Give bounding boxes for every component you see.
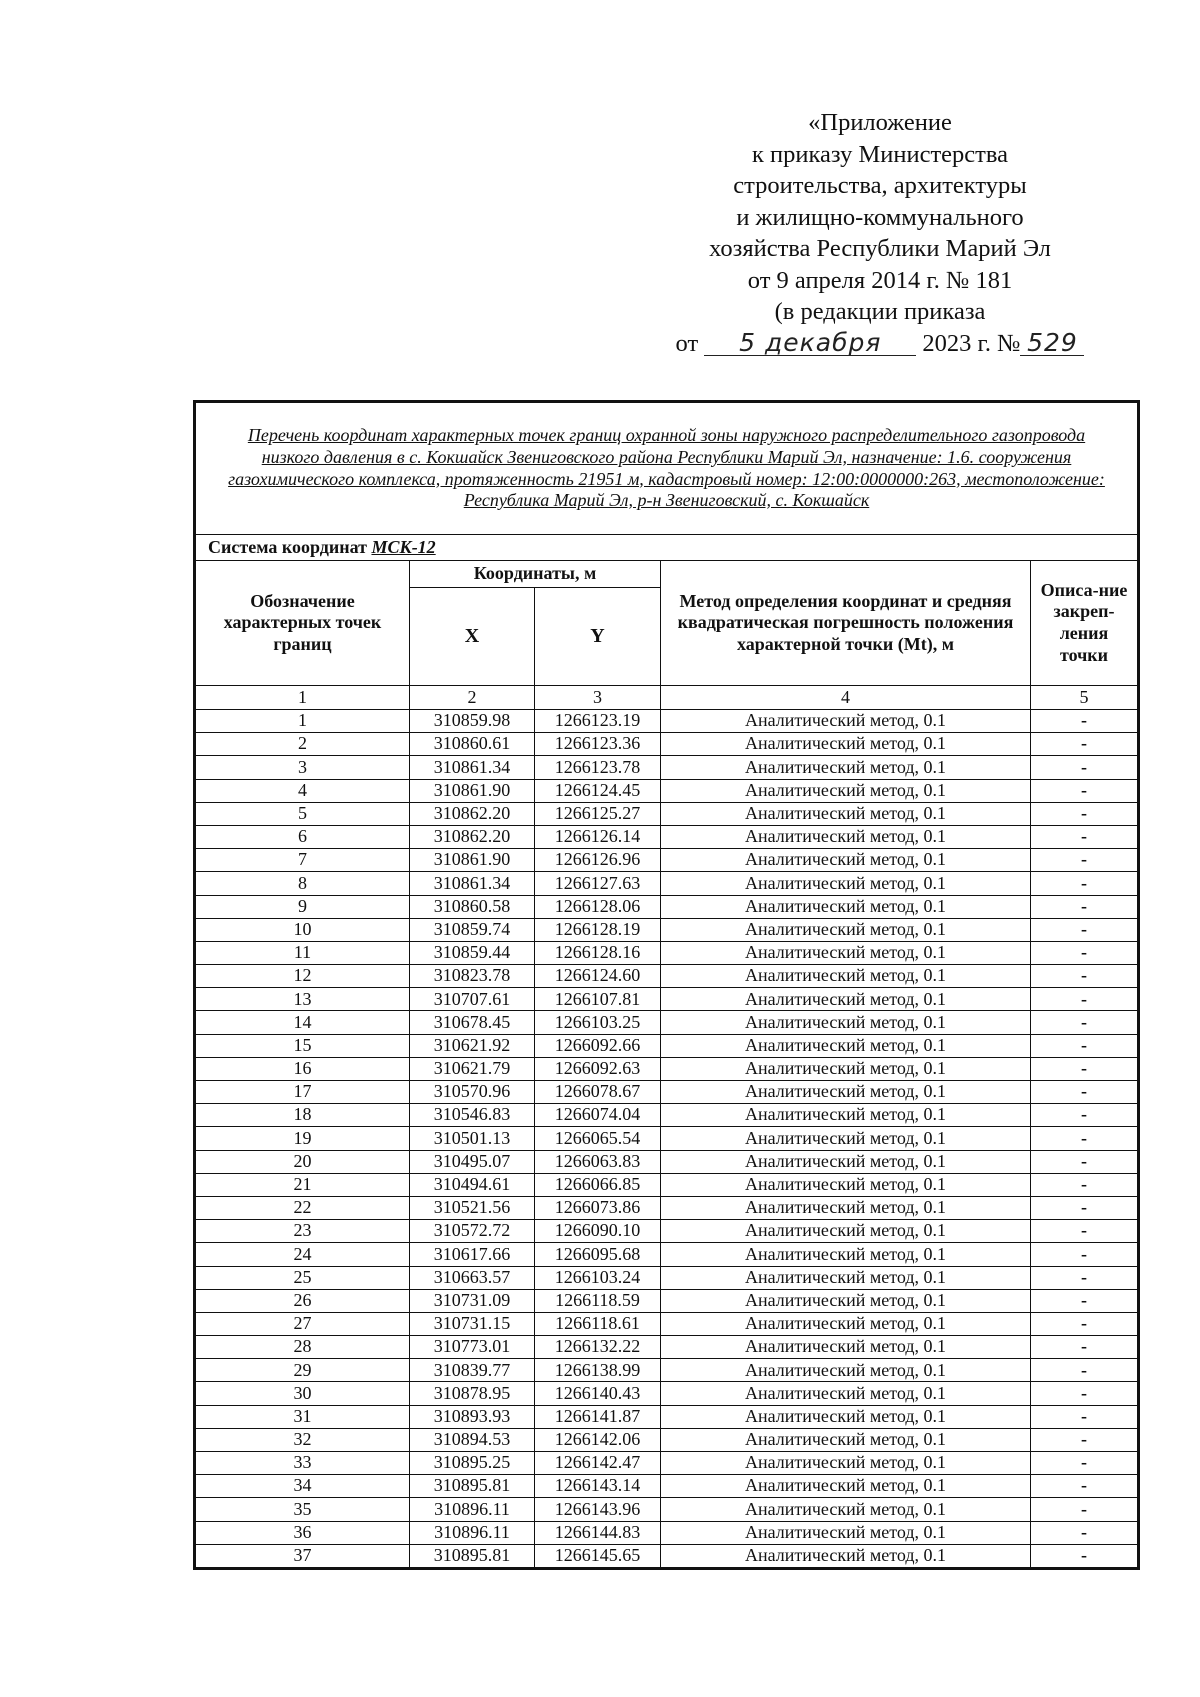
x-coordinate: 310896.11 xyxy=(410,1521,535,1544)
description-cell: - xyxy=(1031,1521,1139,1544)
header-line: (в редакции приказа xyxy=(774,298,986,325)
method-cell: Аналитический метод, 0.1 xyxy=(661,988,1031,1011)
x-coordinate: 310859.98 xyxy=(410,710,535,733)
table-row xyxy=(195,1544,1139,1568)
method-cell: Аналитический метод, 0.1 xyxy=(661,1173,1031,1196)
column-number: 4 xyxy=(661,686,1031,710)
point-number: 18 xyxy=(195,1104,410,1127)
x-coordinate: 310859.74 xyxy=(410,918,535,941)
y-coordinate: 1266123.36 xyxy=(535,733,661,756)
table-row xyxy=(195,1104,1139,1127)
table-row xyxy=(195,1196,1139,1219)
x-coordinate: 310896.11 xyxy=(410,1498,535,1521)
description-cell: - xyxy=(1031,1428,1139,1451)
table-row xyxy=(195,1428,1139,1451)
table-row xyxy=(195,1220,1139,1243)
description-cell: - xyxy=(1031,733,1139,756)
header-line: «Приложение xyxy=(808,109,952,136)
table-row xyxy=(195,1150,1139,1173)
coordinate-system xyxy=(195,535,1139,561)
table-row xyxy=(195,941,1139,964)
method-cell: Аналитический метод, 0.1 xyxy=(661,1289,1031,1312)
point-number: 35 xyxy=(195,1498,410,1521)
point-number: 22 xyxy=(195,1196,410,1219)
table-row xyxy=(195,1081,1139,1104)
x-coordinate: 310495.07 xyxy=(410,1150,535,1173)
y-coordinate: 1266128.16 xyxy=(535,941,661,964)
x-coordinate: 310731.15 xyxy=(410,1312,535,1335)
y-coordinate: 1266128.19 xyxy=(535,918,661,941)
description-cell: - xyxy=(1031,825,1139,848)
point-number: 20 xyxy=(195,1150,410,1173)
point-number: 11 xyxy=(195,941,410,964)
x-coordinate: 310861.34 xyxy=(410,756,535,779)
method-cell: Аналитический метод, 0.1 xyxy=(661,1359,1031,1382)
table-row xyxy=(195,872,1139,895)
y-coordinate: 1266144.83 xyxy=(535,1521,661,1544)
x-coordinate: 310617.66 xyxy=(410,1243,535,1266)
point-number: 37 xyxy=(195,1544,410,1568)
point-number: 25 xyxy=(195,1266,410,1289)
point-number: 31 xyxy=(195,1405,410,1428)
y-coordinate: 1266128.06 xyxy=(535,895,661,918)
description-cell: - xyxy=(1031,1452,1139,1475)
column-number: 1 xyxy=(195,686,410,710)
method-cell: Аналитический метод, 0.1 xyxy=(661,802,1031,825)
header-x: X xyxy=(410,588,535,686)
header-line: к приказу Министерства xyxy=(752,140,1008,168)
x-coordinate: 310572.72 xyxy=(410,1220,535,1243)
method-cell: Аналитический метод, 0.1 xyxy=(661,965,1031,988)
y-coordinate: 1266107.81 xyxy=(535,988,661,1011)
method-cell: Аналитический метод, 0.1 xyxy=(661,710,1031,733)
method-cell: Аналитический метод, 0.1 xyxy=(661,1196,1031,1219)
method-cell: Аналитический метод, 0.1 xyxy=(661,1336,1031,1359)
description-cell: - xyxy=(1031,895,1139,918)
method-cell: Аналитический метод, 0.1 xyxy=(661,1034,1031,1057)
method-cell: Аналитический метод, 0.1 xyxy=(661,1498,1031,1521)
table-row xyxy=(195,1452,1139,1475)
method-cell: Аналитический метод, 0.1 xyxy=(661,1081,1031,1104)
method-cell: Аналитический метод, 0.1 xyxy=(661,1521,1031,1544)
appendix-header xyxy=(640,107,1120,359)
method-cell: Аналитический метод, 0.1 xyxy=(661,941,1031,964)
table-row xyxy=(195,779,1139,802)
point-number: 30 xyxy=(195,1382,410,1405)
method-cell: Аналитический метод, 0.1 xyxy=(661,1104,1031,1127)
table-row xyxy=(195,1498,1139,1521)
description-cell: - xyxy=(1031,965,1139,988)
description-cell: - xyxy=(1031,1382,1139,1405)
point-number: 21 xyxy=(195,1173,410,1196)
table-row xyxy=(195,1243,1139,1266)
x-coordinate: 310521.56 xyxy=(410,1196,535,1219)
x-coordinate: 310862.20 xyxy=(410,825,535,848)
x-coordinate: 310859.44 xyxy=(410,941,535,964)
y-coordinate: 1266092.66 xyxy=(535,1034,661,1057)
x-coordinate: 310860.58 xyxy=(410,895,535,918)
x-coordinate: 310894.53 xyxy=(410,1428,535,1451)
header-designation: Обозначение характерных точек границ xyxy=(195,561,410,686)
y-coordinate: 1266143.14 xyxy=(535,1475,661,1498)
x-coordinate: 310494.61 xyxy=(410,1173,535,1196)
x-coordinate: 310707.61 xyxy=(410,988,535,1011)
description-cell: - xyxy=(1031,1127,1139,1150)
point-number: 9 xyxy=(195,895,410,918)
y-coordinate: 1266066.85 xyxy=(535,1173,661,1196)
table-row xyxy=(195,965,1139,988)
x-coordinate: 310895.81 xyxy=(410,1544,535,1568)
table-body xyxy=(195,710,1139,1569)
y-coordinate: 1266142.06 xyxy=(535,1428,661,1451)
method-cell: Аналитический метод, 0.1 xyxy=(661,1475,1031,1498)
method-cell: Аналитический метод, 0.1 xyxy=(661,1312,1031,1335)
y-coordinate: 1266126.14 xyxy=(535,825,661,848)
description-cell: - xyxy=(1031,1150,1139,1173)
description-cell: - xyxy=(1031,1359,1139,1382)
table-row xyxy=(195,1173,1139,1196)
point-number: 1 xyxy=(195,710,410,733)
description-cell: - xyxy=(1031,802,1139,825)
method-cell: Аналитический метод, 0.1 xyxy=(661,1011,1031,1034)
method-cell: Аналитический метод, 0.1 xyxy=(661,1452,1031,1475)
description-cell: - xyxy=(1031,1336,1139,1359)
method-cell: Аналитический метод, 0.1 xyxy=(661,1544,1031,1568)
point-number: 4 xyxy=(195,779,410,802)
table-row xyxy=(195,733,1139,756)
y-coordinate: 1266103.24 xyxy=(535,1266,661,1289)
description-cell: - xyxy=(1031,1220,1139,1243)
method-cell: Аналитический метод, 0.1 xyxy=(661,1382,1031,1405)
y-coordinate: 1266092.63 xyxy=(535,1057,661,1080)
point-number: 24 xyxy=(195,1243,410,1266)
point-number: 27 xyxy=(195,1312,410,1335)
point-number: 14 xyxy=(195,1011,410,1034)
y-coordinate: 1266078.67 xyxy=(535,1081,661,1104)
x-coordinate: 310823.78 xyxy=(410,965,535,988)
description-cell: - xyxy=(1031,1034,1139,1057)
description-cell: - xyxy=(1031,1196,1139,1219)
description-cell: - xyxy=(1031,1081,1139,1104)
description-cell: - xyxy=(1031,756,1139,779)
description-cell: - xyxy=(1031,1011,1139,1034)
x-coordinate: 310862.20 xyxy=(410,802,535,825)
x-coordinate: 310663.57 xyxy=(410,1266,535,1289)
method-cell: Аналитический метод, 0.1 xyxy=(661,1428,1031,1451)
description-cell: - xyxy=(1031,849,1139,872)
y-coordinate: 1266145.65 xyxy=(535,1544,661,1568)
y-coordinate: 1266142.47 xyxy=(535,1452,661,1475)
method-cell: Аналитический метод, 0.1 xyxy=(661,1057,1031,1080)
y-coordinate: 1266118.61 xyxy=(535,1312,661,1335)
point-number: 15 xyxy=(195,1034,410,1057)
x-coordinate: 310678.45 xyxy=(410,1011,535,1034)
amendment-line xyxy=(640,328,1120,360)
point-number: 19 xyxy=(195,1127,410,1150)
point-number: 7 xyxy=(195,849,410,872)
y-coordinate: 1266090.10 xyxy=(535,1220,661,1243)
header-line: от 9 апреля 2014 г. № 181 xyxy=(747,266,1013,294)
y-coordinate: 1266095.68 xyxy=(535,1243,661,1266)
header-line: хозяйства Республики Марий Эл xyxy=(709,235,1051,262)
description-cell: - xyxy=(1031,872,1139,895)
y-coordinate: 1266123.19 xyxy=(535,710,661,733)
amendment-year: 2023 г. № xyxy=(922,329,1021,357)
y-coordinate: 1266127.63 xyxy=(535,872,661,895)
table-row xyxy=(195,1336,1139,1359)
x-coordinate: 310621.92 xyxy=(410,1034,535,1057)
header-description: Описа-ние закреп-ления точки xyxy=(1031,561,1139,686)
method-cell: Аналитический метод, 0.1 xyxy=(661,1127,1031,1150)
table-row xyxy=(195,1312,1139,1335)
table-row xyxy=(195,1405,1139,1428)
table-row xyxy=(195,1127,1139,1150)
description-cell: - xyxy=(1031,1498,1139,1521)
table-title: Перечень координат характерных точек границ охранной зоны наружного распределительного газопровода низкого давления в с. Кокшайск Звениговского района Республики Марий Эл, назначение: 1.6. сооружения газохимического комплекса, протяженность 21951 м, кадастровый номер: 12:00:0000000:263, местоположение: Республика Марий Эл, р-н Звениговский, с. Кокшайск xyxy=(195,402,1139,535)
system-label: Система координат xyxy=(208,536,367,557)
y-coordinate: 1266143.96 xyxy=(535,1498,661,1521)
table-row xyxy=(195,1475,1139,1498)
y-coordinate: 1266138.99 xyxy=(535,1359,661,1382)
point-number: 16 xyxy=(195,1057,410,1080)
method-cell: Аналитический метод, 0.1 xyxy=(661,1220,1031,1243)
point-number: 2 xyxy=(195,733,410,756)
header-method: Метод определения координат и средняя квадратическая погрешность положения характерной точки (Mt), м xyxy=(661,561,1031,686)
point-number: 36 xyxy=(195,1521,410,1544)
y-coordinate: 1266132.22 xyxy=(535,1336,661,1359)
table-row xyxy=(195,1057,1139,1080)
method-cell: Аналитический метод, 0.1 xyxy=(661,733,1031,756)
column-number: 3 xyxy=(535,686,661,710)
point-number: 34 xyxy=(195,1475,410,1498)
description-cell: - xyxy=(1031,710,1139,733)
description-cell: - xyxy=(1031,941,1139,964)
description-cell: - xyxy=(1031,779,1139,802)
method-cell: Аналитический метод, 0.1 xyxy=(661,825,1031,848)
y-coordinate: 1266124.45 xyxy=(535,779,661,802)
description-cell: - xyxy=(1031,988,1139,1011)
y-coordinate: 1266140.43 xyxy=(535,1382,661,1405)
method-cell: Аналитический метод, 0.1 xyxy=(661,1266,1031,1289)
x-coordinate: 310546.83 xyxy=(410,1104,535,1127)
table-row xyxy=(195,756,1139,779)
table-row xyxy=(195,1011,1139,1034)
amendment-prefix: от xyxy=(675,329,699,357)
x-coordinate: 310895.81 xyxy=(410,1475,535,1498)
table-row xyxy=(195,1266,1139,1289)
point-number: 33 xyxy=(195,1452,410,1475)
handwritten-date: 5 декабря xyxy=(704,331,916,356)
x-coordinate: 310860.61 xyxy=(410,733,535,756)
point-number: 17 xyxy=(195,1081,410,1104)
x-coordinate: 310839.77 xyxy=(410,1359,535,1382)
table-row xyxy=(195,1521,1139,1544)
point-number: 5 xyxy=(195,802,410,825)
table-row xyxy=(195,710,1139,733)
y-coordinate: 1266074.04 xyxy=(535,1104,661,1127)
description-cell: - xyxy=(1031,1475,1139,1498)
y-coordinate: 1266118.59 xyxy=(535,1289,661,1312)
y-coordinate: 1266073.86 xyxy=(535,1196,661,1219)
method-cell: Аналитический метод, 0.1 xyxy=(661,1150,1031,1173)
column-number: 5 xyxy=(1031,686,1139,710)
column-number: 2 xyxy=(410,686,535,710)
header-line: строительства, архитектуры xyxy=(733,172,1027,199)
point-number: 3 xyxy=(195,756,410,779)
point-number: 12 xyxy=(195,965,410,988)
coordinates-table xyxy=(193,400,1140,1570)
x-coordinate: 310861.90 xyxy=(410,849,535,872)
header-line: и жилищно-коммунального xyxy=(736,203,1024,231)
table-row xyxy=(195,988,1139,1011)
x-coordinate: 310895.25 xyxy=(410,1452,535,1475)
y-coordinate: 1266126.96 xyxy=(535,849,661,872)
table-row xyxy=(195,895,1139,918)
x-coordinate: 310861.34 xyxy=(410,872,535,895)
table-row xyxy=(195,1034,1139,1057)
point-number: 23 xyxy=(195,1220,410,1243)
description-cell: - xyxy=(1031,1104,1139,1127)
y-coordinate: 1266141.87 xyxy=(535,1405,661,1428)
handwritten-order-number: 529 xyxy=(1020,331,1084,356)
y-coordinate: 1266123.78 xyxy=(535,756,661,779)
x-coordinate: 310878.95 xyxy=(410,1382,535,1405)
method-cell: Аналитический метод, 0.1 xyxy=(661,849,1031,872)
method-cell: Аналитический метод, 0.1 xyxy=(661,895,1031,918)
y-coordinate: 1266125.27 xyxy=(535,802,661,825)
y-coordinate: 1266063.83 xyxy=(535,1150,661,1173)
table-row xyxy=(195,918,1139,941)
table-row xyxy=(195,1289,1139,1312)
x-coordinate: 310570.96 xyxy=(410,1081,535,1104)
header-coordinates: Координаты, м xyxy=(410,561,661,588)
x-coordinate: 310501.13 xyxy=(410,1127,535,1150)
description-cell: - xyxy=(1031,1173,1139,1196)
description-cell: - xyxy=(1031,1544,1139,1568)
table-row xyxy=(195,1382,1139,1405)
x-coordinate: 310773.01 xyxy=(410,1336,535,1359)
y-coordinate: 1266124.60 xyxy=(535,965,661,988)
point-number: 6 xyxy=(195,825,410,848)
description-cell: - xyxy=(1031,1312,1139,1335)
x-coordinate: 310621.79 xyxy=(410,1057,535,1080)
x-coordinate: 310893.93 xyxy=(410,1405,535,1428)
method-cell: Аналитический метод, 0.1 xyxy=(661,756,1031,779)
point-number: 29 xyxy=(195,1359,410,1382)
point-number: 8 xyxy=(195,872,410,895)
y-coordinate: 1266103.25 xyxy=(535,1011,661,1034)
point-number: 28 xyxy=(195,1336,410,1359)
method-cell: Аналитический метод, 0.1 xyxy=(661,1405,1031,1428)
point-number: 13 xyxy=(195,988,410,1011)
method-cell: Аналитический метод, 0.1 xyxy=(661,918,1031,941)
table-row xyxy=(195,1359,1139,1382)
method-cell: Аналитический метод, 0.1 xyxy=(661,779,1031,802)
table-row xyxy=(195,825,1139,848)
system-value: МСК-12 xyxy=(371,536,436,557)
description-cell: - xyxy=(1031,1289,1139,1312)
table-row xyxy=(195,849,1139,872)
x-coordinate: 310861.90 xyxy=(410,779,535,802)
point-number: 26 xyxy=(195,1289,410,1312)
x-coordinate: 310731.09 xyxy=(410,1289,535,1312)
description-cell: - xyxy=(1031,1266,1139,1289)
description-cell: - xyxy=(1031,918,1139,941)
column-numbers-row xyxy=(195,686,1139,710)
point-number: 32 xyxy=(195,1428,410,1451)
description-cell: - xyxy=(1031,1057,1139,1080)
y-coordinate: 1266065.54 xyxy=(535,1127,661,1150)
description-cell: - xyxy=(1031,1243,1139,1266)
table-row xyxy=(195,802,1139,825)
description-cell: - xyxy=(1031,1405,1139,1428)
point-number: 10 xyxy=(195,918,410,941)
method-cell: Аналитический метод, 0.1 xyxy=(661,872,1031,895)
header-y: Y xyxy=(535,588,661,686)
method-cell: Аналитический метод, 0.1 xyxy=(661,1243,1031,1266)
